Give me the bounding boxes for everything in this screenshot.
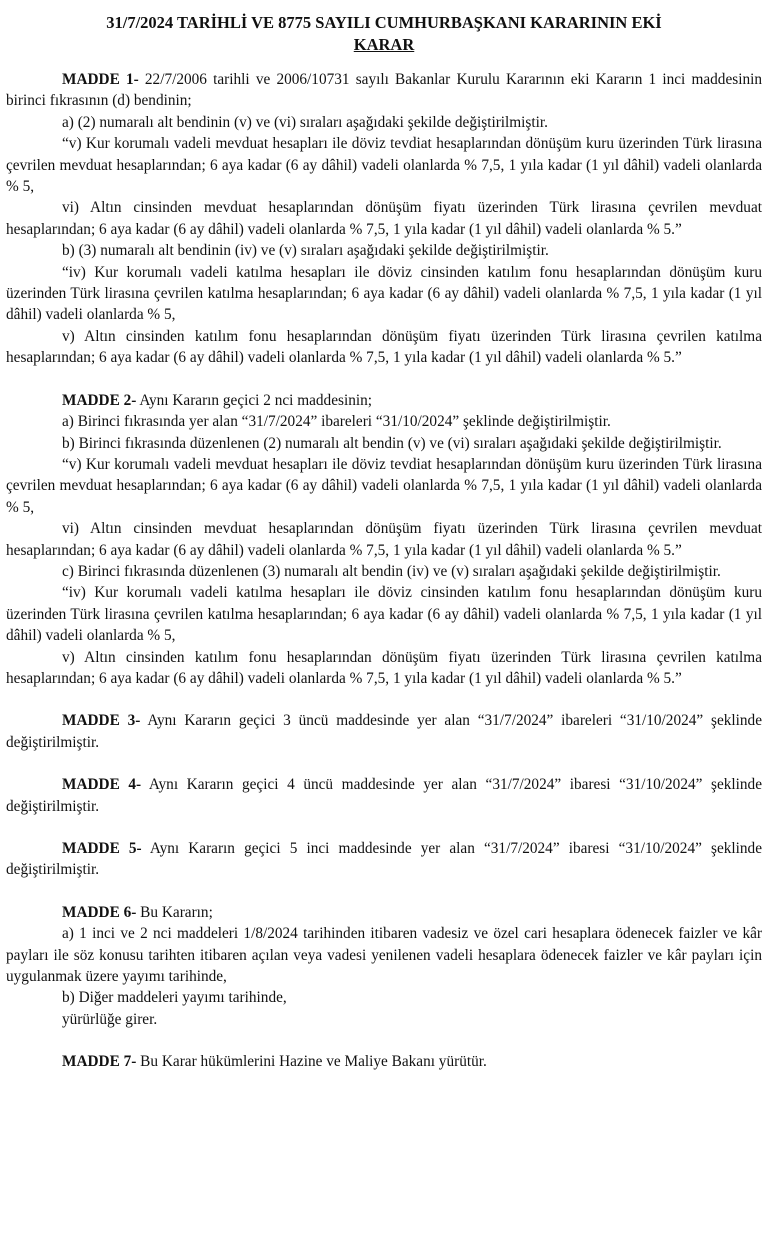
article-1-item-b-v: v) Altın cinsinden katılım fonu hesaplarından dönüşüm fiyatı üzerinden Türk lirasına çevrilen katılma hesaplarından; 6 aya kadar (6 ay dâhil) vadeli olanlarda % 7,5, 1 yıla kadar (1 yıl dâhil) vadeli olanlarda % 5.” [6,327,762,367]
article-7 [6,1051,762,1072]
article-6-intro: MADDE 6- Bu Kararın; [62,903,213,921]
article-2-label: MADDE 2- [62,391,137,409]
article-2-item-b-vi: vi) Altın cinsinden mevduat hesaplarından dönüşüm fiyatı üzerinden Türk lirasına çevrilen mevduat hesaplarından; 6 aya kadar (6 ay dâhil) vadeli olanlarda % 7,5, 1 yıla kadar (1 yıl dâhil) vadeli olanlarda % 5.” [6,520,762,559]
spacer [6,689,762,710]
article-3-label: MADDE 3- [62,712,141,730]
article-2-item-c: c) Birinci fıkrasında düzenlenen (3) numaralı alt bendin (iv) ve (v) sıraları aşağıdaki şekilde değiştirilmiştir. [62,562,721,580]
article-2-item-a: a) Birinci fıkrasında yer alan “31/7/2024” ibareleri “31/10/2024” şeklinde değiştirilmiştir. [62,413,611,431]
article-5-label: MADDE 5- [62,840,142,857]
article-7-label: MADDE 7- [62,1053,137,1071]
article-6-item-b: b) Diğer maddeleri yayımı tarihinde, [62,989,287,1007]
article-1-item-b-iv: “iv) Kur korumalı vadeli katılma hesapları ile döviz cinsinden katılım fonu hesaplarından dönüşüm kuru üzerinden Türk lirasına çevrilen katılma hesaplarından; 6 aya kadar (6 ay dâhil) vadeli olanlarda % 7,5, 1 yıla kadar (1 yıl dâhil) vadeli olanlarda % 5, [6,263,762,324]
article-1 [6,69,762,369]
article-6-end: yürürlüğe girer. [62,1010,158,1028]
article-6-label: MADDE 6- [62,903,137,921]
article-2 [6,390,762,690]
article-6 [6,902,762,1030]
article-1-item-b: b) (3) numaralı alt bendinin (iv) ve (v) sıraları aşağıdaki şekilde değiştirilmiştir. [62,242,549,260]
spacer [6,753,762,774]
spacer [6,817,762,838]
article-1-label: MADDE 1- [62,71,139,88]
article-2-item-b-v: “v) Kur korumalı vadeli mevduat hesapları ile döviz tevdiat hesaplarından dönüşüm kuru üzerinden Türk lirasına çevrilen mevduat hesaplarından; 6 aya kadar (6 ay dâhil) vadeli olanlarda % 7,5, 1 yıla kadar (1 yıl dâhil) vadeli olanlarda % 5, [6,455,762,516]
article-3-text: MADDE 3- Aynı Kararın geçici 3 üncü maddesinde yer alan “31/7/2024” ibareleri “31/10/2024” şeklinde değiştirilmiştir. [6,712,762,751]
title-line-2: KARAR [353,35,415,54]
article-1-intro: MADDE 1- 22/7/2006 tarihli ve 2006/10731 sayılı Bakanlar Kurulu Kararının eki Kararın 1 inci maddesinin birinci fıkrasının (d) bendinin; [6,71,762,110]
title-line-1: 31/7/2024 TARİHLİ VE 8775 SAYILI CUMHURBAŞKANI KARARININ EKİ [106,13,662,32]
article-6-item-a: a) 1 inci ve 2 nci maddeleri 1/8/2024 tarihinden itibaren vadesiz ve özel cari hesaplara ödenecek faizler ve kâr payları ile söz konusu tarihten itibaren açılan veya vadesi yenilenen vadeli hesaplara ödenecek faizler ve kâr payları için uygulanmak üzere yayımı tarihinde, [6,925,762,986]
article-3 [6,710,762,753]
article-4-text: MADDE 4- Aynı Kararın geçici 4 üncü maddesinde yer alan “31/7/2024” ibaresi “31/10/2024” şeklinde değiştirilmiştir. [6,776,762,815]
article-5 [6,838,762,881]
spacer [6,369,762,390]
article-2-item-c-iv: “iv) Kur korumalı vadeli katılma hesapları ile döviz cinsinden katılım fonu hesaplarından dönüşüm kuru üzerinden Türk lirasına çevrilen katılma hesaplarından; 6 aya kadar (6 ay dâhil) vadeli olanlarda % 7,5, 1 yıla kadar (1 yıl dâhil) vadeli olanlarda % 5, [6,584,762,645]
article-4 [6,774,762,817]
article-2-item-b: b) Birinci fıkrasında düzenlenen (2) numaralı alt bendin (v) ve (vi) sıraları aşağıdaki şekilde değiştirilmiştir. [62,434,722,452]
article-1-item-a: a) (2) numaralı alt bendinin (v) ve (vi) sıraları aşağıdaki şekilde değiştirilmiştir. [62,113,548,131]
spacer [6,1030,762,1051]
article-7-text: MADDE 7- Bu Karar hükümlerini Hazine ve Maliye Bakanı yürütür. [62,1053,487,1071]
article-4-label: MADDE 4- [62,776,142,794]
article-2-intro: MADDE 2- Aynı Kararın geçici 2 nci maddesinin; [62,391,372,409]
article-2-item-c-v: v) Altın cinsinden katılım fonu hesaplarından dönüşüm fiyatı üzerinden Türk lirasına çevrilen katılma hesaplarından; 6 aya kadar (6 ay dâhil) vadeli olanlarda % 7,5, 1 yıla kadar (1 yıl dâhil) vadeli olanlarda % 5.” [6,648,762,687]
document-title [6,12,762,56]
article-1-item-a-v: “v) Kur korumalı vadeli mevduat hesapları ile döviz tevdiat hesaplarından dönüşüm kuru üzerinden Türk lirasına çevrilen mevduat hesaplarından; 6 aya kadar (6 ay dâhil) vadeli olanlarda % 7,5, 1 yıla kadar (1 yıl dâhil) vadeli olanlarda % 5, [6,135,762,196]
article-5-text: MADDE 5- Aynı Kararın geçici 5 inci maddesinde yer alan “31/7/2024” ibaresi “31/10/2024” şeklinde değiştirilmiştir. [6,840,762,879]
spacer [6,881,762,902]
article-1-item-a-vi: vi) Altın cinsinden mevduat hesaplarından dönüşüm fiyatı üzerinden Türk lirasına çevrilen mevduat hesaplarından; 6 aya kadar (6 ay dâhil) vadeli olanlarda % 7,5, 1 yıla kadar (1 yıl dâhil) vadeli olanlarda % 5.” [6,199,762,238]
